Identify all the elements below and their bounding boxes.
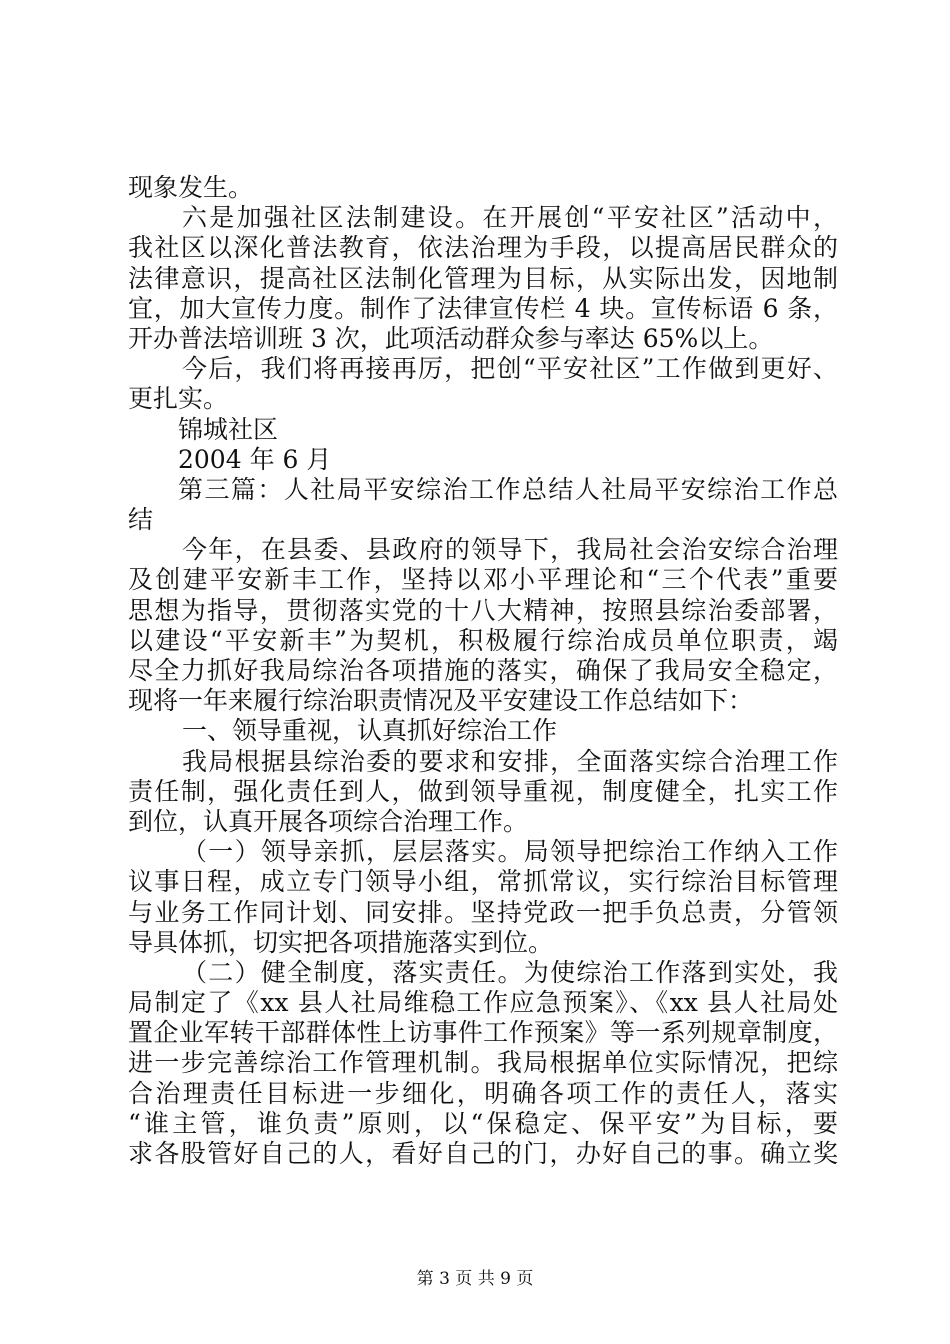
text-line: （二）健全制度，落实责任。为使综治工作落到实处，我 [182, 957, 838, 987]
text-line: 责任制，强化责任到人，做到领导重视，制度健全，扎实工作 [128, 776, 838, 806]
text-line: 到位，认真开展各项综合治理工作。 [128, 806, 529, 836]
text-line: 今年，在县委、县政府的领导下，我局社会治安综合治理 [182, 535, 838, 565]
text-line: 导具体抓，切实把各项措施落实到位。 [128, 927, 554, 957]
text-line: 进一步完善综治工作管理机制。我局根据单位实际情况，把综 [128, 1048, 838, 1078]
text-line: 2004 年 6 月 [178, 444, 332, 474]
document-body [128, 173, 838, 1169]
text-line: 现将一年来履行综治职责情况及平安建设工作总结如下： [128, 686, 754, 716]
text-line: 更扎实。 [128, 384, 229, 414]
text-line: 法律意识，提高社区法制化管理为目标，从实际出发，因地制 [128, 263, 838, 293]
text-line: 宜，加大宣传力度。制作了法律宣传栏 4 块。宣传标语 6 条， [128, 293, 838, 323]
text-line: 我局根据县综治委的要求和安排，全面落实综合治理工作 [182, 746, 838, 776]
text-line: 现象发生。 [128, 173, 254, 202]
page-footer: 第 3 页 共 9 页 [416, 1269, 534, 1289]
text-line: 思想为指导，贯彻落实党的十八大精神，按照县综治委部署， [128, 595, 838, 625]
text-line: 我社区以深化普法教育，依法治理为手段，以提高居民群众的 [128, 233, 838, 263]
text-line: （一）领导亲抓，层层落实。局领导把综治工作纳入工作 [182, 837, 838, 867]
text-line: 锦城社区 [178, 414, 279, 444]
text-line: 求各股管好自己的人，看好自己的门，办好自己的事。确立奖 [128, 1139, 838, 1168]
text-line: 第三篇：人社局平安综治工作总结人社局平安综治工作总 [178, 474, 838, 504]
text-line: 今后，我们将再接再厉，把创“平安社区”工作做到更好、 [182, 354, 838, 384]
text-line: 以建设“平安新丰”为契机，积极履行综治成员单位职责，竭 [128, 625, 838, 655]
text-line: “谁主管，谁负责”原则，以“保稳定、保平安”为目标，要 [128, 1108, 838, 1138]
text-line: 与业务工作同计划、同安排。坚持党政一把手负总责，分管领 [128, 897, 838, 927]
text-line: 合治理责任目标进一步细化，明确各项工作的责任人，落实 [128, 1078, 838, 1108]
text-line: 置企业军转干部群体性上访事件工作预案》等一系列规章制度， [128, 1018, 838, 1048]
text-line: 一、领导重视，认真抓好综治工作 [182, 716, 558, 746]
text-line: 议事日程，成立专门领导小组，常抓常议，实行综治目标管理 [128, 867, 838, 897]
text-line: 六是加强社区法制建设。在开展创“平安社区”活动中， [182, 203, 838, 233]
text-line: 开办普法培训班 3 次，此项活动群众参与率达 65%以上。 [128, 323, 774, 353]
text-line: 尽全力抓好我局综治各项措施的落实，确保了我局安全稳定， [128, 656, 838, 685]
text-line: 局制定了《xx 县人社局维稳工作应急预案》、《xx 县人社局处 [128, 988, 838, 1018]
text-line: 及创建平安新丰工作，坚持以邓小平理论和“三个代表”重要 [128, 565, 838, 595]
text-line: 结 [128, 505, 154, 535]
